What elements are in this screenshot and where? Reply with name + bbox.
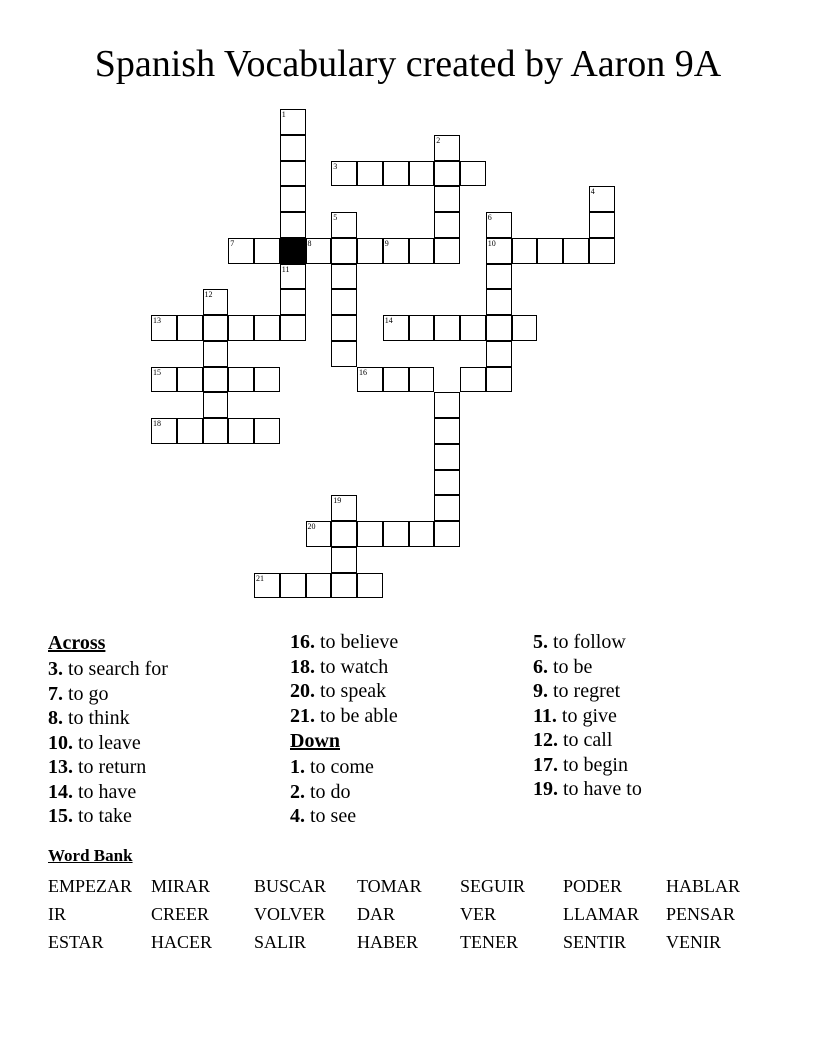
clue-number: 14 [384, 316, 393, 325]
clue-number: 13 [153, 316, 161, 325]
word-bank-word: SEGUIR [460, 876, 526, 896]
crossword-cell[interactable] [460, 161, 486, 187]
clue-number-label: 21. [290, 704, 315, 727]
crossword-cell[interactable] [589, 186, 615, 212]
word-bank-word: SENTIR [563, 932, 626, 952]
clue-number: 7 [230, 238, 235, 248]
crossword-cell[interactable] [434, 186, 460, 212]
clue [48, 780, 168, 805]
word-bank-word: HACER [151, 932, 213, 952]
clue-number-label: 14. [48, 780, 73, 803]
clue-text: to have [73, 780, 137, 803]
crossword-cell[interactable] [563, 238, 589, 264]
clue-text: to leave [73, 731, 141, 754]
crossword-cell[interactable] [383, 161, 409, 187]
word-bank-row [48, 872, 769, 900]
clues-column-2 [290, 630, 398, 829]
clue [290, 704, 398, 729]
crossword-cell[interactable] [486, 212, 512, 238]
clue-text: to begin [558, 753, 628, 776]
word-bank-word: BUSCAR [254, 876, 327, 896]
clue-text: to be able [315, 704, 398, 727]
crossword-cell[interactable] [357, 367, 383, 393]
clue-number: 3 [333, 161, 338, 171]
clue [48, 731, 168, 756]
crossword-cell[interactable] [331, 264, 357, 290]
crossword-cell[interactable] [486, 289, 512, 315]
clue-number: 18 [153, 419, 161, 428]
clue-number-label: 13. [48, 756, 73, 778]
clue-text: to go [63, 682, 109, 705]
down-heading: Down [290, 730, 341, 752]
crossword-cell[interactable] [331, 547, 357, 573]
word-bank-word: VER [460, 904, 496, 924]
crossword-cell[interactable] [254, 418, 280, 444]
crossword-cell[interactable] [151, 418, 177, 444]
crossword-cell[interactable] [383, 521, 409, 547]
crossword-cell[interactable] [228, 238, 254, 264]
word-bank-word: PENSAR [666, 904, 736, 924]
clue-number: 15 [153, 367, 161, 377]
clue-number-label: 4. [290, 805, 305, 827]
crossword-cell[interactable] [460, 367, 486, 393]
crossword-cell[interactable] [383, 315, 409, 341]
clue-text: to do [305, 780, 351, 803]
crossword-cell[interactable] [486, 238, 512, 264]
crossword-cell[interactable] [331, 495, 357, 521]
crossword-cell[interactable] [177, 367, 203, 393]
clue-number-label: 7. [48, 682, 63, 705]
black-square [280, 238, 306, 264]
crossword-cell[interactable] [434, 135, 460, 161]
word-bank-row [48, 900, 769, 928]
crossword-cell[interactable] [434, 444, 460, 470]
crossword-cell[interactable] [434, 392, 460, 418]
crossword-cell[interactable] [409, 161, 435, 187]
crossword-cell[interactable] [537, 238, 563, 264]
word-bank-word: LLAMAR [563, 904, 639, 924]
clue-number-label: 8. [48, 707, 63, 729]
crossword-cell[interactable] [306, 521, 332, 547]
clue-text: to speak [315, 680, 387, 702]
clue-number: 16 [359, 367, 367, 377]
crossword-cell[interactable] [331, 573, 357, 599]
clue-number-label: 16. [290, 631, 315, 653]
clue-number-label: 2. [290, 780, 305, 803]
crossword-cell[interactable] [589, 212, 615, 238]
clue-number: 10 [487, 238, 496, 248]
crossword-cell[interactable] [357, 238, 383, 264]
clue-number: 2 [436, 135, 441, 145]
crossword-cell[interactable] [512, 238, 538, 264]
crossword-cell[interactable] [228, 418, 254, 444]
crossword-cell[interactable] [306, 573, 332, 599]
crossword-cell[interactable] [280, 573, 306, 599]
crossword-cell[interactable] [228, 315, 254, 341]
crossword-cell[interactable] [357, 161, 383, 187]
crossword-cell[interactable] [434, 238, 460, 264]
crossword-cell[interactable] [331, 212, 357, 238]
clue-number-label: 5. [533, 631, 548, 653]
word-bank-word: HABER [357, 932, 419, 952]
clue-number-label: 12. [533, 729, 558, 751]
clue [290, 755, 398, 780]
crossword-cell[interactable] [228, 367, 254, 393]
crossword-cell[interactable] [434, 470, 460, 496]
crossword-cell[interactable] [280, 264, 306, 290]
clue [290, 630, 398, 655]
word-bank-word: TENER [460, 932, 518, 952]
clue-number: 11 [281, 264, 290, 274]
crossword-cell[interactable] [280, 289, 306, 315]
clue-number: 20 [307, 522, 316, 531]
word-bank-word: MIRAR [151, 876, 211, 896]
clue-number-label: 11. [533, 704, 557, 727]
clue-number-label: 19. [533, 778, 558, 800]
crossword-cell[interactable] [512, 315, 538, 341]
crossword-cell[interactable] [151, 315, 177, 341]
clue [533, 753, 642, 778]
crossword-cell[interactable] [409, 521, 435, 547]
crossword-cell[interactable] [409, 238, 435, 264]
crossword-cell[interactable] [434, 495, 460, 521]
clues-column-3 [533, 630, 642, 802]
clue-number-label: 17. [533, 753, 558, 776]
clue-text: to take [73, 805, 132, 827]
clue [533, 679, 642, 704]
clue-text: to watch [315, 655, 389, 678]
crossword-cell[interactable] [280, 109, 306, 135]
clue-number-label: 3. [48, 658, 63, 680]
crossword-cell[interactable] [331, 341, 357, 367]
crossword-cell[interactable] [254, 238, 280, 264]
clue [48, 657, 168, 682]
clue-number-label: 18. [290, 655, 315, 678]
crossword-cell[interactable] [280, 161, 306, 187]
word-bank-word: HABLAR [666, 876, 741, 896]
crossword-cell[interactable] [409, 367, 435, 393]
clue-number-label: 20. [290, 680, 315, 702]
crossword-cell[interactable] [409, 315, 435, 341]
clue-text: to have to [558, 778, 642, 800]
crossword-cell[interactable] [280, 212, 306, 238]
crossword-cell[interactable] [203, 315, 229, 341]
crossword-cell[interactable] [280, 135, 306, 161]
word-bank-word: VOLVER [254, 904, 326, 924]
clue-number: 19 [333, 496, 342, 506]
word-bank-row [48, 928, 769, 956]
crossword-cell[interactable] [383, 367, 409, 393]
clue [48, 755, 168, 780]
crossword-cell[interactable] [331, 315, 357, 341]
crossword-cell[interactable] [434, 315, 460, 341]
clue [48, 682, 168, 707]
clue [533, 655, 642, 680]
crossword-cell[interactable] [280, 186, 306, 212]
crossword-cell[interactable] [177, 418, 203, 444]
crossword-cell[interactable] [203, 418, 229, 444]
crossword-cell[interactable] [306, 238, 332, 264]
crossword-cell[interactable] [203, 289, 229, 315]
word-bank-word: VENIR [666, 932, 721, 952]
crossword-cell[interactable] [254, 573, 280, 599]
page-title: Spanish Vocabulary created by Aaron 9A [94, 43, 722, 85]
clue [290, 804, 398, 829]
clue-number-label: 6. [533, 655, 548, 678]
word-bank [48, 872, 769, 956]
crossword-cell[interactable] [203, 341, 229, 367]
crossword-cell[interactable] [357, 573, 383, 599]
crossword-cell[interactable] [434, 418, 460, 444]
clue-number-label: 10. [48, 731, 73, 754]
crossword-cell[interactable] [589, 238, 615, 264]
word-bank-word: CREER [151, 904, 210, 924]
clues-column-1 [48, 630, 168, 829]
clue-text: to think [63, 707, 130, 729]
crossword-cell[interactable] [151, 367, 177, 393]
clue-number-label: 15. [48, 805, 73, 827]
crossword-cell[interactable] [434, 521, 460, 547]
crossword-cell[interactable] [177, 315, 203, 341]
word-bank-word: TOMAR [357, 876, 422, 896]
clue-text: to be [548, 655, 593, 678]
clue-text: to regret [548, 680, 621, 702]
word-bank-word: SALIR [254, 932, 307, 952]
crossword-cell[interactable] [486, 315, 512, 341]
crossword-cell[interactable] [434, 161, 460, 187]
crossword-cell[interactable] [331, 289, 357, 315]
clue-number: 21 [256, 573, 264, 583]
crossword-cell[interactable] [486, 264, 512, 290]
clue [533, 630, 642, 655]
clue-text: to believe [315, 631, 399, 653]
clue [290, 780, 398, 805]
clue-number-label: 1. [290, 756, 305, 778]
word-bank-word: IR [48, 904, 66, 924]
clue-number-label: 9. [533, 680, 548, 702]
crossword-cell[interactable] [254, 315, 280, 341]
crossword-cell[interactable] [486, 367, 512, 393]
crossword-cell[interactable] [434, 212, 460, 238]
clue [48, 706, 168, 731]
crossword-cell[interactable] [203, 392, 229, 418]
clue-number: 12 [204, 290, 213, 300]
crossword-cell[interactable] [331, 161, 357, 187]
clue-text: to follow [548, 631, 626, 653]
clue [533, 728, 642, 753]
clue-number: 1 [281, 110, 286, 119]
clue-number: 8 [307, 238, 312, 248]
word-bank-word: PODER [563, 876, 623, 896]
crossword-cell[interactable] [383, 238, 409, 264]
crossword-cell[interactable] [460, 315, 486, 341]
clue-number: 6 [487, 213, 492, 222]
clue [48, 804, 168, 829]
crossword-cell[interactable] [203, 367, 229, 393]
clue-number: 9 [384, 238, 389, 248]
clue [533, 704, 642, 729]
crossword-cell[interactable] [280, 315, 306, 341]
word-bank-word: DAR [357, 904, 396, 924]
word-bank-word: EMPEZAR [48, 876, 133, 896]
clue-number: 4 [590, 187, 595, 197]
clue-text: to come [305, 756, 374, 778]
word-bank-title: Word Bank [48, 846, 133, 865]
clue-text: to return [73, 756, 147, 778]
clue [533, 777, 642, 802]
clue-number: 5 [333, 213, 338, 222]
clue-text: to give [556, 704, 617, 727]
crossword-cell[interactable] [331, 521, 357, 547]
crossword-cell[interactable] [254, 367, 280, 393]
crossword-cell[interactable] [357, 521, 383, 547]
clue-text: to see [305, 805, 357, 827]
across-heading: Across [48, 632, 106, 654]
clue-text: to call [558, 729, 613, 751]
crossword-cell[interactable] [486, 341, 512, 367]
clue [290, 655, 398, 680]
crossword-cell[interactable] [331, 238, 357, 264]
clue-text: to search for [63, 658, 168, 680]
clue [290, 679, 398, 704]
word-bank-word: ESTAR [48, 932, 104, 952]
